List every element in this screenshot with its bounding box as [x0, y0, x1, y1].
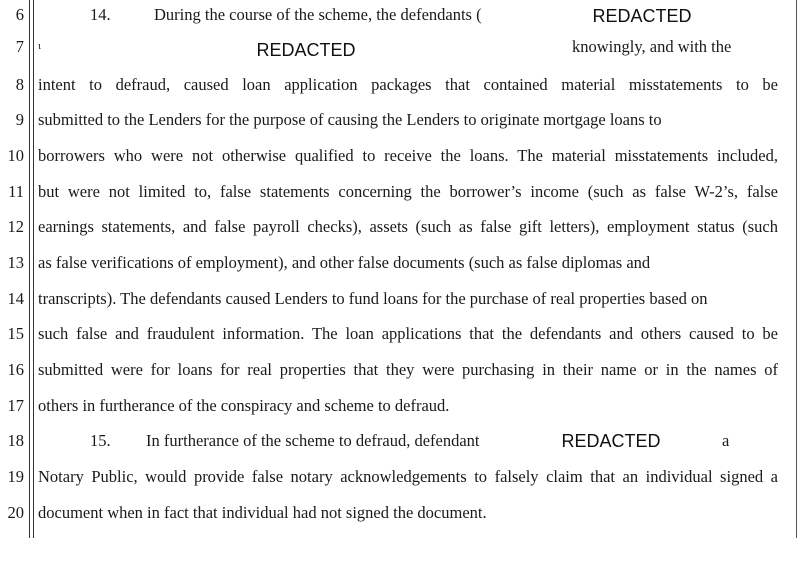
line-text: transcripts). The defendants caused Lenders to fund loans for the purchase of real properties based on [38, 289, 708, 308]
line-text: submitted were for loans for real properties that they were purchasing in their name or in the names of [38, 360, 778, 379]
redaction-box: REDACTED [46, 36, 566, 64]
line-text: intent to defraud, caused loan application packages that contained material misstatements to be [38, 75, 778, 94]
line-text: as false verifications of employment), and other false documents (such as false diplomas and [38, 253, 651, 272]
line-text: earnings statements, and false payroll checks), assets (such as false gift letters), employment status (such [38, 217, 778, 236]
line-text-tail: a [722, 431, 730, 450]
line-text: knowingly, and with the [572, 37, 732, 56]
line-number: 11 [8, 182, 24, 201]
line-number: 17 [7, 396, 24, 415]
line-number: 14 [7, 289, 24, 308]
document-line [0, 504, 800, 540]
line-number: 16 [7, 360, 24, 379]
line-number: 10 [7, 146, 24, 165]
line-number: 20 [7, 503, 24, 522]
document-line [0, 147, 800, 183]
paragraph-number: 14. [90, 5, 111, 24]
document-line [0, 290, 800, 326]
line-number: 8 [15, 75, 24, 94]
line-text: In furtherance of the scheme to defraud, defendant [146, 431, 480, 450]
line-text: During the course of the scheme, the defendants ( [154, 5, 482, 24]
document-line [0, 111, 800, 147]
line-number: 9 [15, 110, 24, 129]
line-text: borrowers who were not otherwise qualified to receive the loans. The material misstatements included, [38, 146, 778, 165]
line-number: 18 [7, 431, 24, 450]
line-text: document when in fact that individual had not signed the document. [38, 503, 487, 522]
line-number: 12 [7, 217, 24, 236]
line-number: 15 [7, 324, 24, 343]
line-text: such false and fraudulent information. The loan applications that the defendants and others caused to be [38, 324, 778, 343]
line-number: 19 [7, 467, 24, 486]
redaction-residue-mark: ι [38, 40, 41, 52]
document-line [0, 254, 800, 290]
document-line [0, 218, 800, 254]
line-number: 7 [15, 37, 24, 56]
document-line [0, 325, 800, 361]
line-number: 13 [7, 253, 24, 272]
document-line [0, 76, 800, 112]
line-text: others in furtherance of the conspiracy and scheme to defraud. [38, 396, 450, 415]
document-line [0, 468, 800, 504]
document-line [0, 183, 800, 219]
line-text: Notary Public, would provide false notary acknowledgements to falsely claim that an individual signed a [38, 467, 778, 486]
paragraph-number: 15. [90, 431, 111, 450]
line-text: submitted to the Lenders for the purpose of causing the Lenders to originate mortgage loans to [38, 110, 662, 129]
line-text: but were not limited to, false statements concerning the borrower’s income (such as false W-2’s, false [38, 182, 778, 201]
redaction-box: REDACTED [506, 426, 716, 456]
document-line [0, 361, 800, 397]
redaction-box: REDACTED [488, 0, 796, 32]
line-number: 6 [15, 5, 24, 24]
